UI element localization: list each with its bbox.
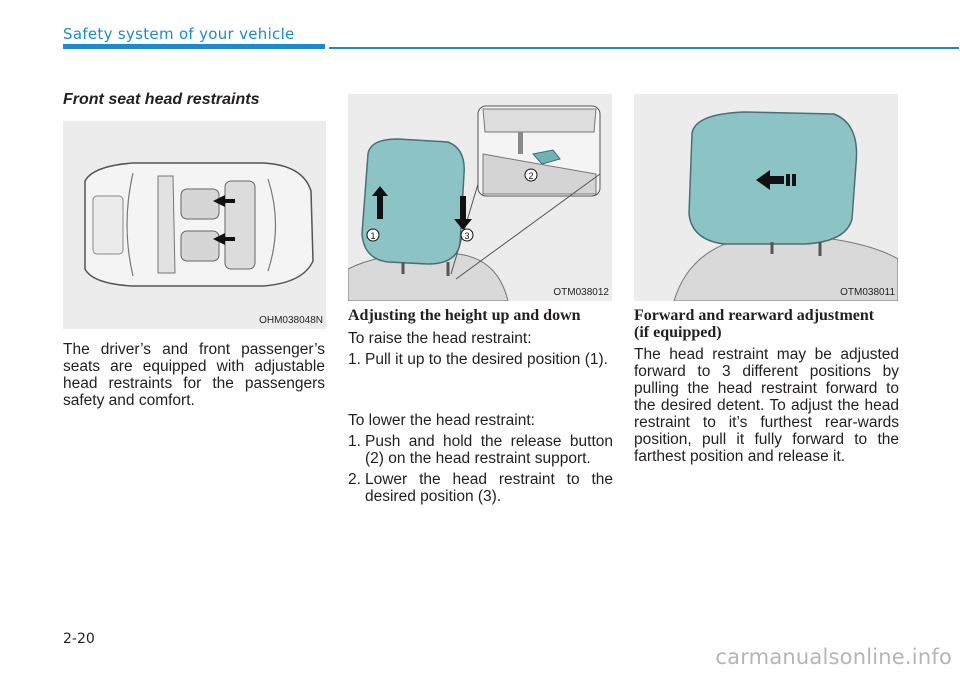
step-number: 1. [348,433,361,450]
step-text: Pull it up to the desired position (1). [365,351,608,368]
step-number: 2. [348,471,361,488]
front-seat-head-restraints-title: Front seat head restraints [63,91,260,108]
figure-label-3: 3 [464,231,470,241]
car-top-view-figure [63,121,326,329]
step-text: Lower the head restraint to the desired position (3). [365,471,613,505]
header-rule-thin [329,47,959,49]
forward-adjust-figure [634,94,898,301]
lower-step-2 [348,471,613,505]
height-adjust-heading: Adjusting the height up and down [348,307,581,324]
lower-step-1 [348,433,613,467]
forward-adjust-heading [634,307,899,341]
header-rule-thick [63,44,325,49]
lower-intro: To lower the head restraint: [348,412,535,429]
figure-label-2: 2 [528,171,534,181]
figure-label-1: 1 [370,231,376,241]
section-title: Safety system of your vehicle [63,25,295,43]
raise-intro: To raise the head restraint: [348,330,532,347]
raise-step-1 [348,351,613,368]
forward-adjust-illustration [634,94,898,301]
car-top-view-illustration [63,121,326,329]
page-number: 2-20 [63,631,95,647]
forward-adjust-paragraph: The head restraint may be adjusted forward to 3 different positions by pulling the head restraint forward to the desired detent. To adjust the head restraint to it’s furthest rear-wards position, pull it fully forward to the farthest position and release it. [634,346,899,465]
intro-paragraph: The driver’s and front passenger’s seats are equipped with adjustable head restraints for the passengers safety and comfort. [63,341,325,409]
height-adjust-figure [348,94,612,301]
heading-line-2: (if equipped) [634,324,722,341]
height-adjust-illustration [348,94,612,301]
figure-code: OTM038011 [840,287,895,298]
watermark: carmanualsonline.info [715,645,952,669]
figure-code: OTM038012 [553,287,609,298]
step-text: Push and hold the release button (2) on the head restraint support. [365,433,613,467]
figure-code: OHM038048N [259,315,323,326]
heading-line-1: Forward and rearward adjustment [634,307,875,324]
step-number: 1. [348,351,361,368]
